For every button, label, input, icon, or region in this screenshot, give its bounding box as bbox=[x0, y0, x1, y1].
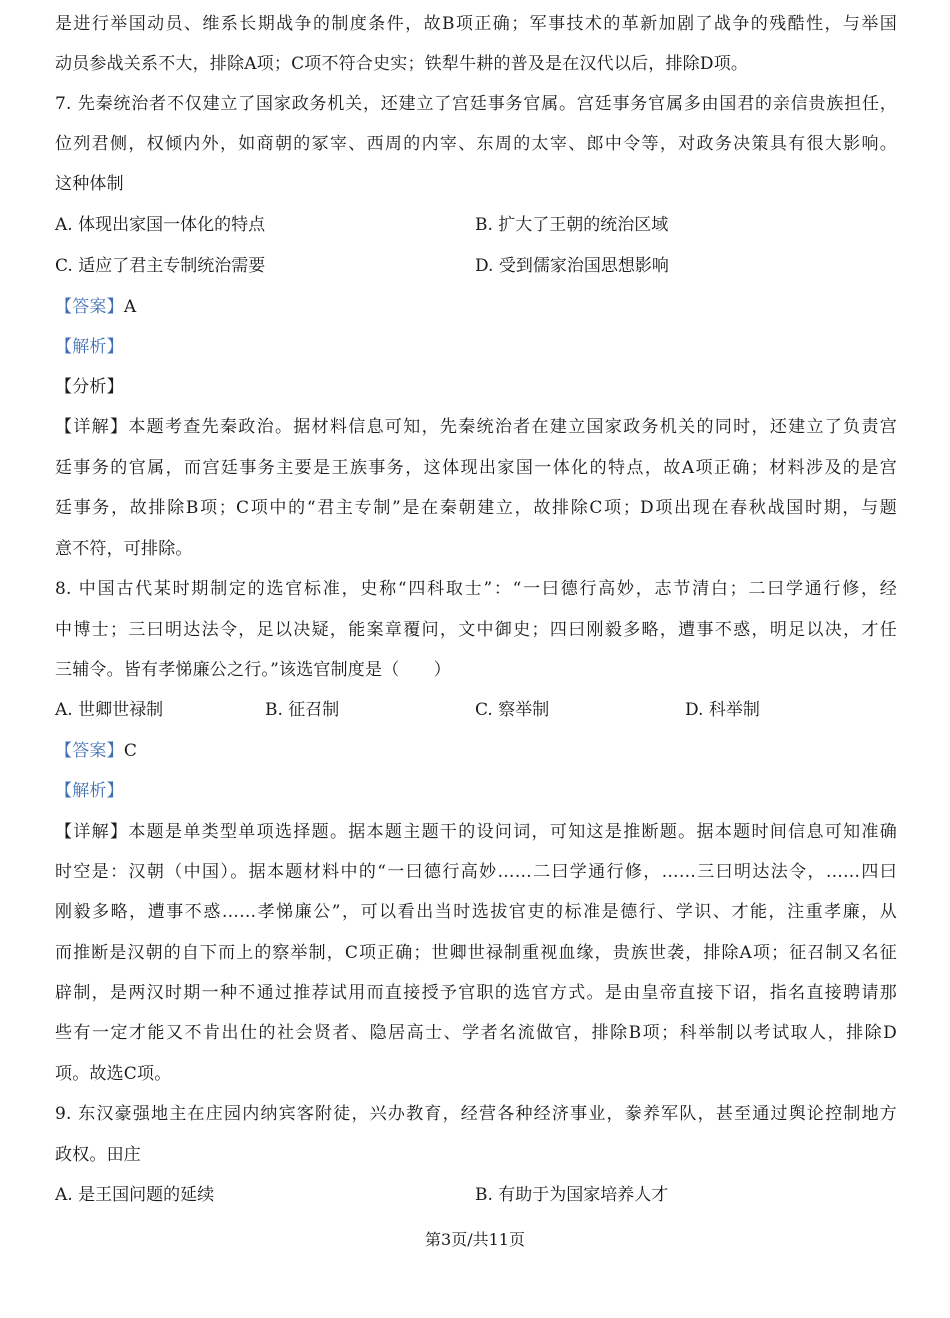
detail-tag: 【详解】 bbox=[55, 822, 129, 842]
q7-option-c: C. 适应了君主专制统治需要 bbox=[55, 256, 266, 276]
q8-stem-line: 三辅令。皆有孝悌廉公之行。”该选官制度是（ ） bbox=[55, 660, 451, 680]
q9-option-a: A. 是王国问题的延续 bbox=[55, 1185, 215, 1205]
q7-stem-line: 7. 先秦统治者不仅建立了国家政务机关，还建立了宫廷事务官属。宫廷事务官属多由国君的亲信贵族担任， bbox=[55, 94, 897, 114]
q7-fenxi-tag: 【分析】 bbox=[55, 377, 124, 397]
prev-analysis-line: 动员参战关系不大，排除A项；C项不符合史实；铁犁牛耕的普及是在汉代以后，排除D项。 bbox=[55, 54, 749, 74]
q7-stem-line: 这种体制 bbox=[55, 174, 124, 194]
q7-option-a: A. 体现出家国一体化的特点 bbox=[55, 215, 266, 235]
q8-stem-line: 8. 中国古代某时期制定的选官标准，史称“四科取士”：“一曰德行高妙，志节清白；二曰学通行修，经 bbox=[55, 579, 897, 599]
q8-option-d: D. 科举制 bbox=[685, 700, 760, 720]
detail-text: 本题是单类型单项选择题。据本题主题干的设问词，可知这是推断题。据本题时间信息可知准确 bbox=[128, 822, 897, 842]
q9-option-b: B. 有助于为国家培养人才 bbox=[475, 1185, 669, 1205]
q8-jiexi-tag: 【解析】 bbox=[55, 781, 124, 801]
q7-detail-line: 廷事务，故排除B项；C项中的“君主专制”是在秦朝建立，故排除C项；D项出现在春秋战国时期，与题 bbox=[55, 498, 897, 518]
q8-detail-line: 项。故选C项。 bbox=[55, 1064, 172, 1084]
q9-stem-line: 政权。田庄 bbox=[55, 1145, 141, 1165]
q8-stem-line: 中博士；三曰明达法令，足以决疑，能案章覆问，文中御史；四曰刚毅多略，遭事不惑，明足以决，才任 bbox=[55, 620, 897, 640]
q7-option-d: D. 受到儒家治国思想影响 bbox=[475, 256, 669, 276]
answer-tag: 【答案】 bbox=[55, 297, 124, 317]
q7-jiexi-tag: 【解析】 bbox=[55, 337, 124, 357]
q8-option-a: A. 世卿世禄制 bbox=[55, 700, 164, 720]
q7-option-b: B. 扩大了王朝的统治区域 bbox=[475, 215, 669, 235]
detail-tag: 【详解】 bbox=[55, 417, 129, 437]
q7-detail-line bbox=[55, 415, 897, 439]
answer-tag: 【答案】 bbox=[55, 741, 124, 761]
detail-text: 本题考查先秦政治。据材料信息可知，先秦统治者在建立国家政务机关的同时，还建立了负责宫 bbox=[128, 417, 897, 437]
q8-detail-line: 时空是：汉朝（中国）。据本题材料中的“一曰德行高妙……二曰学通行修，……三曰明达法令，……四曰 bbox=[55, 862, 897, 882]
q7-detail-line: 意不符，可排除。 bbox=[55, 539, 193, 559]
answer-value: C bbox=[123, 741, 138, 761]
q8-detail-line bbox=[55, 820, 897, 844]
q8-detail-line: 刚毅多略，遭事不惑……孝悌廉公”，可以看出当时选拔官吏的标准是德行、学识、才能，注重孝廉，从 bbox=[55, 902, 897, 922]
q8-option-b: B. 征召制 bbox=[265, 700, 340, 720]
q7-stem-line: 位列君侧，权倾内外，如商朝的冢宰、西周的内宰、东周的太宰、郎中令等，对政务决策具有很大影响。 bbox=[55, 134, 897, 154]
q8-option-c: C. 察举制 bbox=[475, 700, 550, 720]
answer-value: A bbox=[123, 297, 137, 317]
q8-detail-line: 些有一定才能又不肯出仕的社会贤者、隐居高士、学者名流做官，排除B项；科举制以考试取人，排除D bbox=[55, 1023, 897, 1043]
prev-analysis-line: 是进行举国动员、维系长期战争的制度条件，故B项正确；军事技术的革新加剧了战争的残酷性，与举国 bbox=[55, 14, 897, 34]
q9-stem-line: 9. 东汉豪强地主在庄园内纳宾客附徒，兴办教育，经营各种经济事业，豢养军队，甚至通过舆论控制地方 bbox=[55, 1104, 897, 1124]
q8-detail-line: 而推断是汉朝的自下而上的察举制，C项正确；世卿世禄制重视血缘，贵族世袭，排除A项；征召制又名征 bbox=[55, 943, 897, 963]
page-footer: 第3页/共11页 bbox=[425, 1230, 525, 1249]
q8-detail-line: 辟制，是两汉时期一种不通过推荐试用而直接授予官职的选官方式。是由皇帝直接下诏，指名直接聘请那 bbox=[55, 983, 897, 1003]
q7-detail-line: 廷事务的官属，而宫廷事务主要是王族事务，这体现出家国一体化的特点，故A项正确；材料涉及的是宫 bbox=[55, 458, 897, 478]
q8-answer bbox=[55, 739, 137, 763]
q7-answer bbox=[55, 295, 136, 319]
